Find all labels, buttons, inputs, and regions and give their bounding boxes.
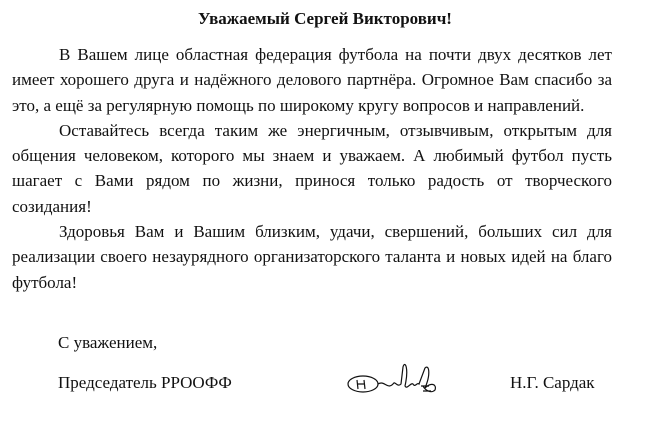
signatory-title: Председатель РРООФФ (58, 373, 232, 392)
paragraph-2: Оставайтесь всегда таким же энергичным, отзывчивым, открытым для общения человеком, которого мы знаем и уважаем. А любимый футбол пусть шагает с Вами рядом по жизни, принося только радость от творческого созидания! (12, 120, 612, 216)
signatory-name: Н.Г. Сардак (510, 373, 595, 392)
letter-salutation: Уважаемый Сергей Викторович! (198, 9, 452, 28)
closing-phrase: С уважением, (58, 333, 158, 352)
signature-icon (345, 362, 445, 398)
paragraph-3: Здоровья Вам и Вашим близким, удачи, свершений, больших сил для реализации своего незаурядного организаторского таланта и новых идей на благо футбола! (12, 222, 612, 292)
paragraph-1: В Вашем лице областная федерация футбола на почти двух десятков лет имеет хорошего друга и надёжного делового партнёра. Огромное Вам спасибо за это, а ещё за регулярную помощь по широкому кругу вопросов и направлений. (12, 45, 612, 115)
letter-body (12, 42, 612, 295)
